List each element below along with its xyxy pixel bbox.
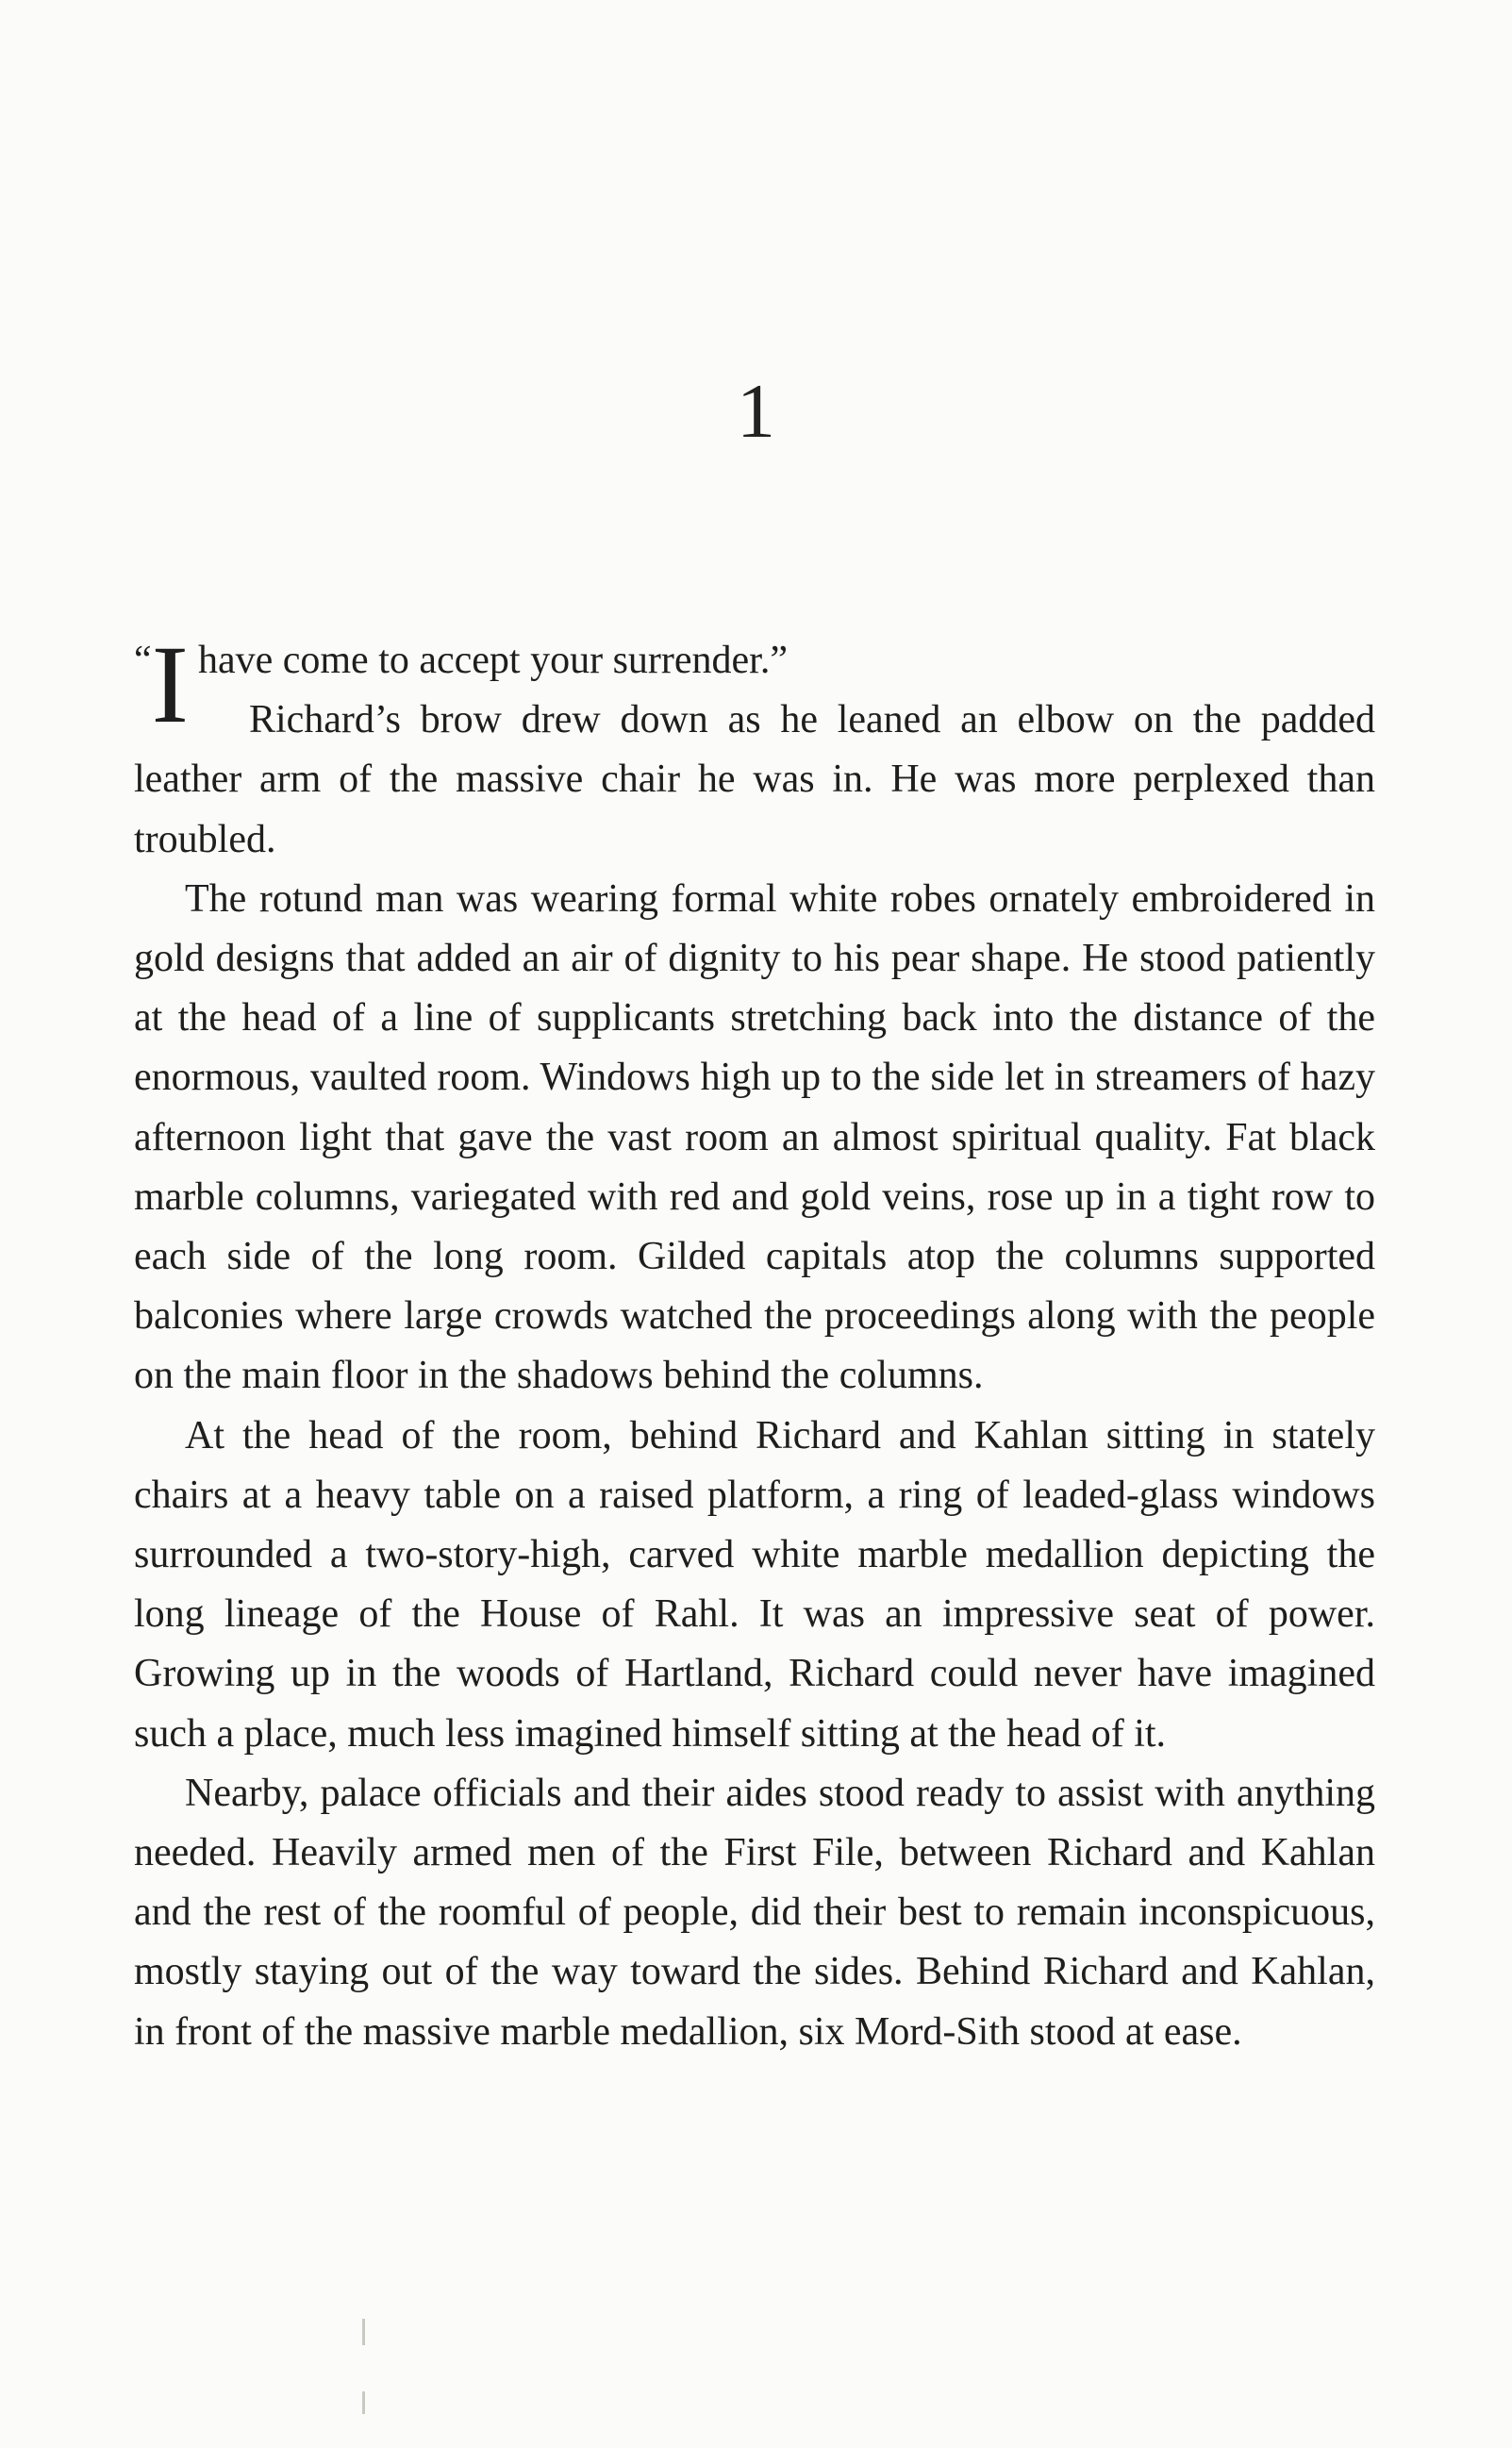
chapter-body [134,623,1375,2062]
paragraph [134,691,1375,870]
paragraph-text: Nearby, palace officials and their aides stood ready to assist with anything needed. Heavily armed men of the First File, between Richard and Kahlan and the rest of the roomful of people, did their best to remain inconspicuous, mostly staying out of the way toward the sides. Behind Richard and Kahlan, in front of the massive marble medallion, six Mord-Sith stood at ease. [134,1771,1375,2054]
paragraph [134,1764,1375,2062]
paragraph-text: At the head of the room, behind Richard and Kahlan sitting in stately chairs at a heavy table on a raised platform, a ring of leaded-glass windows surrounded a two-story-high, carved white marble medallion depicting the long lineage of the House of Rahl. It was an impressive seat of power. Growing up in the woods of Hartland, Richard could never have imagined such a place, much less imagined himself sitting at the head of it. [134,1413,1375,1756]
paragraph-opening [134,623,1375,746]
paragraph [134,1407,1375,1764]
paragraph-text: have come to accept your surrender.” [197,639,788,682]
drop-cap-letter: I [151,623,189,746]
opening-quote-mark: “ [134,639,152,682]
scan-artifact-mark [362,2319,365,2345]
scan-artifact-mark [362,2391,365,2414]
paragraph-text: Richard’s brow drew down as he leaned an elbow on the padded leather arm of the massive chair he was in. He was more perplexed than troubled. [134,698,1375,861]
chapter-number: 1 [737,368,775,454]
paragraph [134,870,1375,1407]
paragraph-text: The rotund man was wearing formal white robes ornately embroidered in gold designs that added an air of dignity to his pear shape. He stood patiently at the head of a line of supplicants stretching back into the distance of the enormous, vaulted room. Windows high up to the side let in streamers of hazy afternoon light that gave the vast room an almost spiritual quality. Fat black marble columns, variegated with red and gold veins, rose up in a tight row to each side of the long room. Gilded capitals atop the columns supported balconies where large crowds watched the proceedings along with the people on the main floor in the shadows behind the columns. [134,876,1375,1398]
